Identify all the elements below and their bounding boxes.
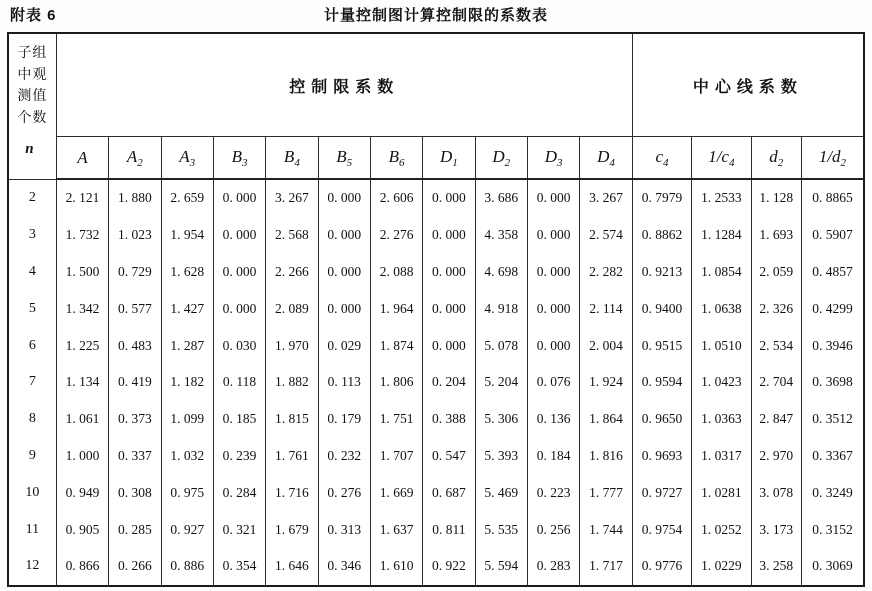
cell: 2. 568: [266, 217, 318, 254]
cell: 0. 076: [527, 364, 579, 401]
cell: 0. 9213: [632, 254, 691, 291]
cell-n: 11: [8, 511, 56, 548]
cell: 3. 078: [751, 474, 801, 511]
cell: 4. 358: [475, 217, 527, 254]
cell: 0. 000: [527, 327, 579, 364]
table-row: [8, 290, 864, 327]
group-header-centerline-coefficients: 中心线系数: [632, 33, 864, 137]
cell: 1. 806: [370, 364, 422, 401]
subgroup-label-line: 个数: [17, 109, 48, 126]
cell: 0. 7979: [632, 179, 691, 217]
cell-n: 12: [8, 548, 56, 586]
cell-n: 6: [8, 327, 56, 364]
cell: 0. 000: [213, 217, 265, 254]
corner-header: [8, 33, 56, 179]
cell: 2. 574: [580, 217, 633, 254]
cell: 0. 223: [527, 474, 579, 511]
cell: 0. 136: [527, 401, 579, 438]
cell: 0. 3069: [801, 548, 864, 586]
group-header-control-limit-coefficients: 控制限系数: [56, 33, 632, 137]
cell: 0. 9727: [632, 474, 691, 511]
cell-n: 4: [8, 254, 56, 291]
cell: 1. 954: [161, 217, 213, 254]
cell: 0. 000: [527, 179, 579, 217]
cell: 3. 267: [266, 179, 318, 217]
table-row: [8, 511, 864, 548]
cell: 1. 182: [161, 364, 213, 401]
cell: 1. 000: [56, 438, 108, 475]
cell: 0. 256: [527, 511, 579, 548]
cell: 0. 030: [213, 327, 265, 364]
cell: 0. 687: [423, 474, 475, 511]
cell: 0. 000: [423, 327, 475, 364]
cell: 0. 4299: [801, 290, 864, 327]
cell: 0. 179: [318, 401, 370, 438]
cell: 3. 686: [475, 179, 527, 217]
cell: 0. 000: [423, 179, 475, 217]
cell: 0. 5907: [801, 217, 864, 254]
table-row: [8, 327, 864, 364]
cell: 0. 8862: [632, 217, 691, 254]
cell: 1. 744: [580, 511, 633, 548]
coefficient-table: [7, 32, 865, 587]
cell: 5. 393: [475, 438, 527, 475]
cell: 0. 9693: [632, 438, 691, 475]
cell: 0. 9776: [632, 548, 691, 586]
subgroup-label-line: 测值: [17, 87, 48, 104]
cell: 1. 628: [161, 254, 213, 291]
cell: 0. 8865: [801, 179, 864, 217]
cell: 0. 000: [318, 254, 370, 291]
subgroup-size-label: [16, 42, 48, 129]
cell: 1. 717: [580, 548, 633, 586]
cell: 1. 0363: [692, 401, 751, 438]
cell: 0. 113: [318, 364, 370, 401]
cell: 0. 118: [213, 364, 265, 401]
cell: 1. 679: [266, 511, 318, 548]
cell-n: 5: [8, 290, 56, 327]
cell-n: 2: [8, 179, 56, 217]
cell: 0. 3249: [801, 474, 864, 511]
cell: 0. 185: [213, 401, 265, 438]
cell: 1. 880: [109, 179, 161, 217]
cell: 0. 000: [213, 179, 265, 217]
cell: 0. 3946: [801, 327, 864, 364]
cell: 1. 924: [580, 364, 633, 401]
cell: 0. 266: [109, 548, 161, 586]
cell: 1. 751: [370, 401, 422, 438]
cell: 0. 354: [213, 548, 265, 586]
cell: 1. 882: [266, 364, 318, 401]
cell: 0. 388: [423, 401, 475, 438]
cell: 1. 716: [266, 474, 318, 511]
cell: 1. 669: [370, 474, 422, 511]
table-row: [8, 401, 864, 438]
cell: 1. 032: [161, 438, 213, 475]
cell: 0. 000: [423, 254, 475, 291]
column-header-D4: $D_4$: [580, 137, 633, 180]
cell: 5. 469: [475, 474, 527, 511]
cell: 0. 975: [161, 474, 213, 511]
cell: 0. 547: [423, 438, 475, 475]
cell: 2. 266: [266, 254, 318, 291]
appendix-label: 附表 6: [10, 7, 57, 24]
cell: 2. 004: [580, 327, 633, 364]
cell-n: 9: [8, 438, 56, 475]
cell: 0. 000: [423, 290, 475, 327]
cell: 0. 000: [318, 217, 370, 254]
cell: 1. 287: [161, 327, 213, 364]
cell: 1. 099: [161, 401, 213, 438]
cell: 0. 3512: [801, 401, 864, 438]
column-header-B6: $B_6$: [370, 137, 422, 180]
cell: 0. 373: [109, 401, 161, 438]
cell: 4. 698: [475, 254, 527, 291]
cell-n: 3: [8, 217, 56, 254]
column-header-d2: $d_2$: [751, 137, 801, 180]
cell: 3. 173: [751, 511, 801, 548]
cell: 2. 606: [370, 179, 422, 217]
cell: 0. 346: [318, 548, 370, 586]
cell: 1. 732: [56, 217, 108, 254]
cell: 0. 000: [213, 254, 265, 291]
cell: 1. 134: [56, 364, 108, 401]
cell: 0. 184: [527, 438, 579, 475]
cell: 1. 815: [266, 401, 318, 438]
cell: 0. 276: [318, 474, 370, 511]
cell: 0. 811: [423, 511, 475, 548]
table-row: [8, 179, 864, 217]
title-bar: [0, 0, 872, 30]
cell: 0. 000: [527, 254, 579, 291]
cell: 0. 3367: [801, 438, 864, 475]
cell: 0. 729: [109, 254, 161, 291]
cell: 0. 000: [318, 290, 370, 327]
cell: 2. 847: [751, 401, 801, 438]
table-row: [8, 364, 864, 401]
cell: 2. 534: [751, 327, 801, 364]
cell: 1. 0638: [692, 290, 751, 327]
column-header-D2: $D_2$: [475, 137, 527, 180]
cell: 0. 321: [213, 511, 265, 548]
cell: 0. 308: [109, 474, 161, 511]
cell: 1. 637: [370, 511, 422, 548]
cell: 2. 088: [370, 254, 422, 291]
cell: 1. 0423: [692, 364, 751, 401]
cell: 0. 239: [213, 438, 265, 475]
column-header-B3: $B_3$: [213, 137, 265, 180]
n-symbol: n: [25, 140, 40, 157]
cell: 1. 0510: [692, 327, 751, 364]
cell: 1. 1284: [692, 217, 751, 254]
cell: 0. 000: [527, 290, 579, 327]
column-header-B5: $B_5$: [318, 137, 370, 180]
cell: 1. 061: [56, 401, 108, 438]
cell: 0. 922: [423, 548, 475, 586]
cell-n: 10: [8, 474, 56, 511]
cell: 1. 0252: [692, 511, 751, 548]
cell: 1. 0281: [692, 474, 751, 511]
subgroup-label-line: 中观: [17, 65, 48, 82]
cell: 5. 078: [475, 327, 527, 364]
cell: 1. 0317: [692, 438, 751, 475]
table-row: [8, 217, 864, 254]
cell: 0. 204: [423, 364, 475, 401]
cell: 1. 816: [580, 438, 633, 475]
column-header-A: A: [56, 137, 108, 180]
cell: 5. 306: [475, 401, 527, 438]
column-header-D3: $D_3$: [527, 137, 579, 180]
cell: 2. 704: [751, 364, 801, 401]
cell: 1. 646: [266, 548, 318, 586]
cell: 0. 029: [318, 327, 370, 364]
cell: 0. 000: [423, 217, 475, 254]
cell: 1. 707: [370, 438, 422, 475]
cell: 0. 577: [109, 290, 161, 327]
cell: 0. 9515: [632, 327, 691, 364]
table-row: [8, 438, 864, 475]
cell: 0. 4857: [801, 254, 864, 291]
cell: 0. 886: [161, 548, 213, 586]
cell: 0. 3698: [801, 364, 864, 401]
cell: 0. 9754: [632, 511, 691, 548]
cell: 1. 427: [161, 290, 213, 327]
cell: 4. 918: [475, 290, 527, 327]
cell: 2. 059: [751, 254, 801, 291]
cell: 0. 285: [109, 511, 161, 548]
cell: 0. 284: [213, 474, 265, 511]
cell: 2. 114: [580, 290, 633, 327]
cell: 0. 3152: [801, 511, 864, 548]
cell: 1. 023: [109, 217, 161, 254]
column-header-A2: $A_2$: [109, 137, 161, 180]
cell: 5. 594: [475, 548, 527, 586]
cell: 0. 000: [213, 290, 265, 327]
column-header-1-c4: $1/c_4$: [692, 137, 751, 180]
cell: 2. 659: [161, 179, 213, 217]
cell: 1. 874: [370, 327, 422, 364]
cell: 0. 866: [56, 548, 108, 586]
cell: 1. 693: [751, 217, 801, 254]
column-header-1-d2: $1/d_2$: [801, 137, 864, 180]
subgroup-label-line: 子组: [17, 44, 48, 60]
cell: 3. 258: [751, 548, 801, 586]
cell: 0. 000: [318, 179, 370, 217]
cell: 0. 483: [109, 327, 161, 364]
cell: 1. 964: [370, 290, 422, 327]
cell: 1. 2533: [692, 179, 751, 217]
column-header-row: [8, 137, 864, 180]
cell: 0. 337: [109, 438, 161, 475]
column-header-D1: $D_1$: [423, 137, 475, 180]
cell: 2. 089: [266, 290, 318, 327]
table-row: [8, 474, 864, 511]
cell: 2. 970: [751, 438, 801, 475]
cell: 1. 0854: [692, 254, 751, 291]
cell: 2. 276: [370, 217, 422, 254]
cell: 1. 500: [56, 254, 108, 291]
group-header-row: [8, 33, 864, 137]
cell-n: 8: [8, 401, 56, 438]
cell: 1. 128: [751, 179, 801, 217]
cell: 0. 283: [527, 548, 579, 586]
cell: 0. 927: [161, 511, 213, 548]
cell: 0. 419: [109, 364, 161, 401]
cell: 0. 9594: [632, 364, 691, 401]
cell: 0. 000: [527, 217, 579, 254]
table-row: [8, 254, 864, 291]
cell: 2. 282: [580, 254, 633, 291]
page-title: 计量控制图计算控制限的系数表: [323, 7, 549, 24]
cell: 1. 970: [266, 327, 318, 364]
cell: 2. 326: [751, 290, 801, 327]
cell: 5. 204: [475, 364, 527, 401]
cell: 1. 761: [266, 438, 318, 475]
cell: 5. 535: [475, 511, 527, 548]
cell: 0. 9650: [632, 401, 691, 438]
cell-n: 7: [8, 364, 56, 401]
column-header-A3: $A_3$: [161, 137, 213, 180]
column-header-c4: $c_4$: [632, 137, 691, 180]
cell: 0. 905: [56, 511, 108, 548]
cell: 0. 9400: [632, 290, 691, 327]
cell: 1. 0229: [692, 548, 751, 586]
cell: 0. 313: [318, 511, 370, 548]
cell: 1. 225: [56, 327, 108, 364]
cell: 2. 121: [56, 179, 108, 217]
column-header-B4: $B_4$: [266, 137, 318, 180]
cell: 3. 267: [580, 179, 633, 217]
cell: 0. 232: [318, 438, 370, 475]
cell: 1. 342: [56, 290, 108, 327]
cell: 1. 777: [580, 474, 633, 511]
cell: 0. 949: [56, 474, 108, 511]
cell: 1. 864: [580, 401, 633, 438]
table-row: [8, 548, 864, 586]
cell: 1. 610: [370, 548, 422, 586]
